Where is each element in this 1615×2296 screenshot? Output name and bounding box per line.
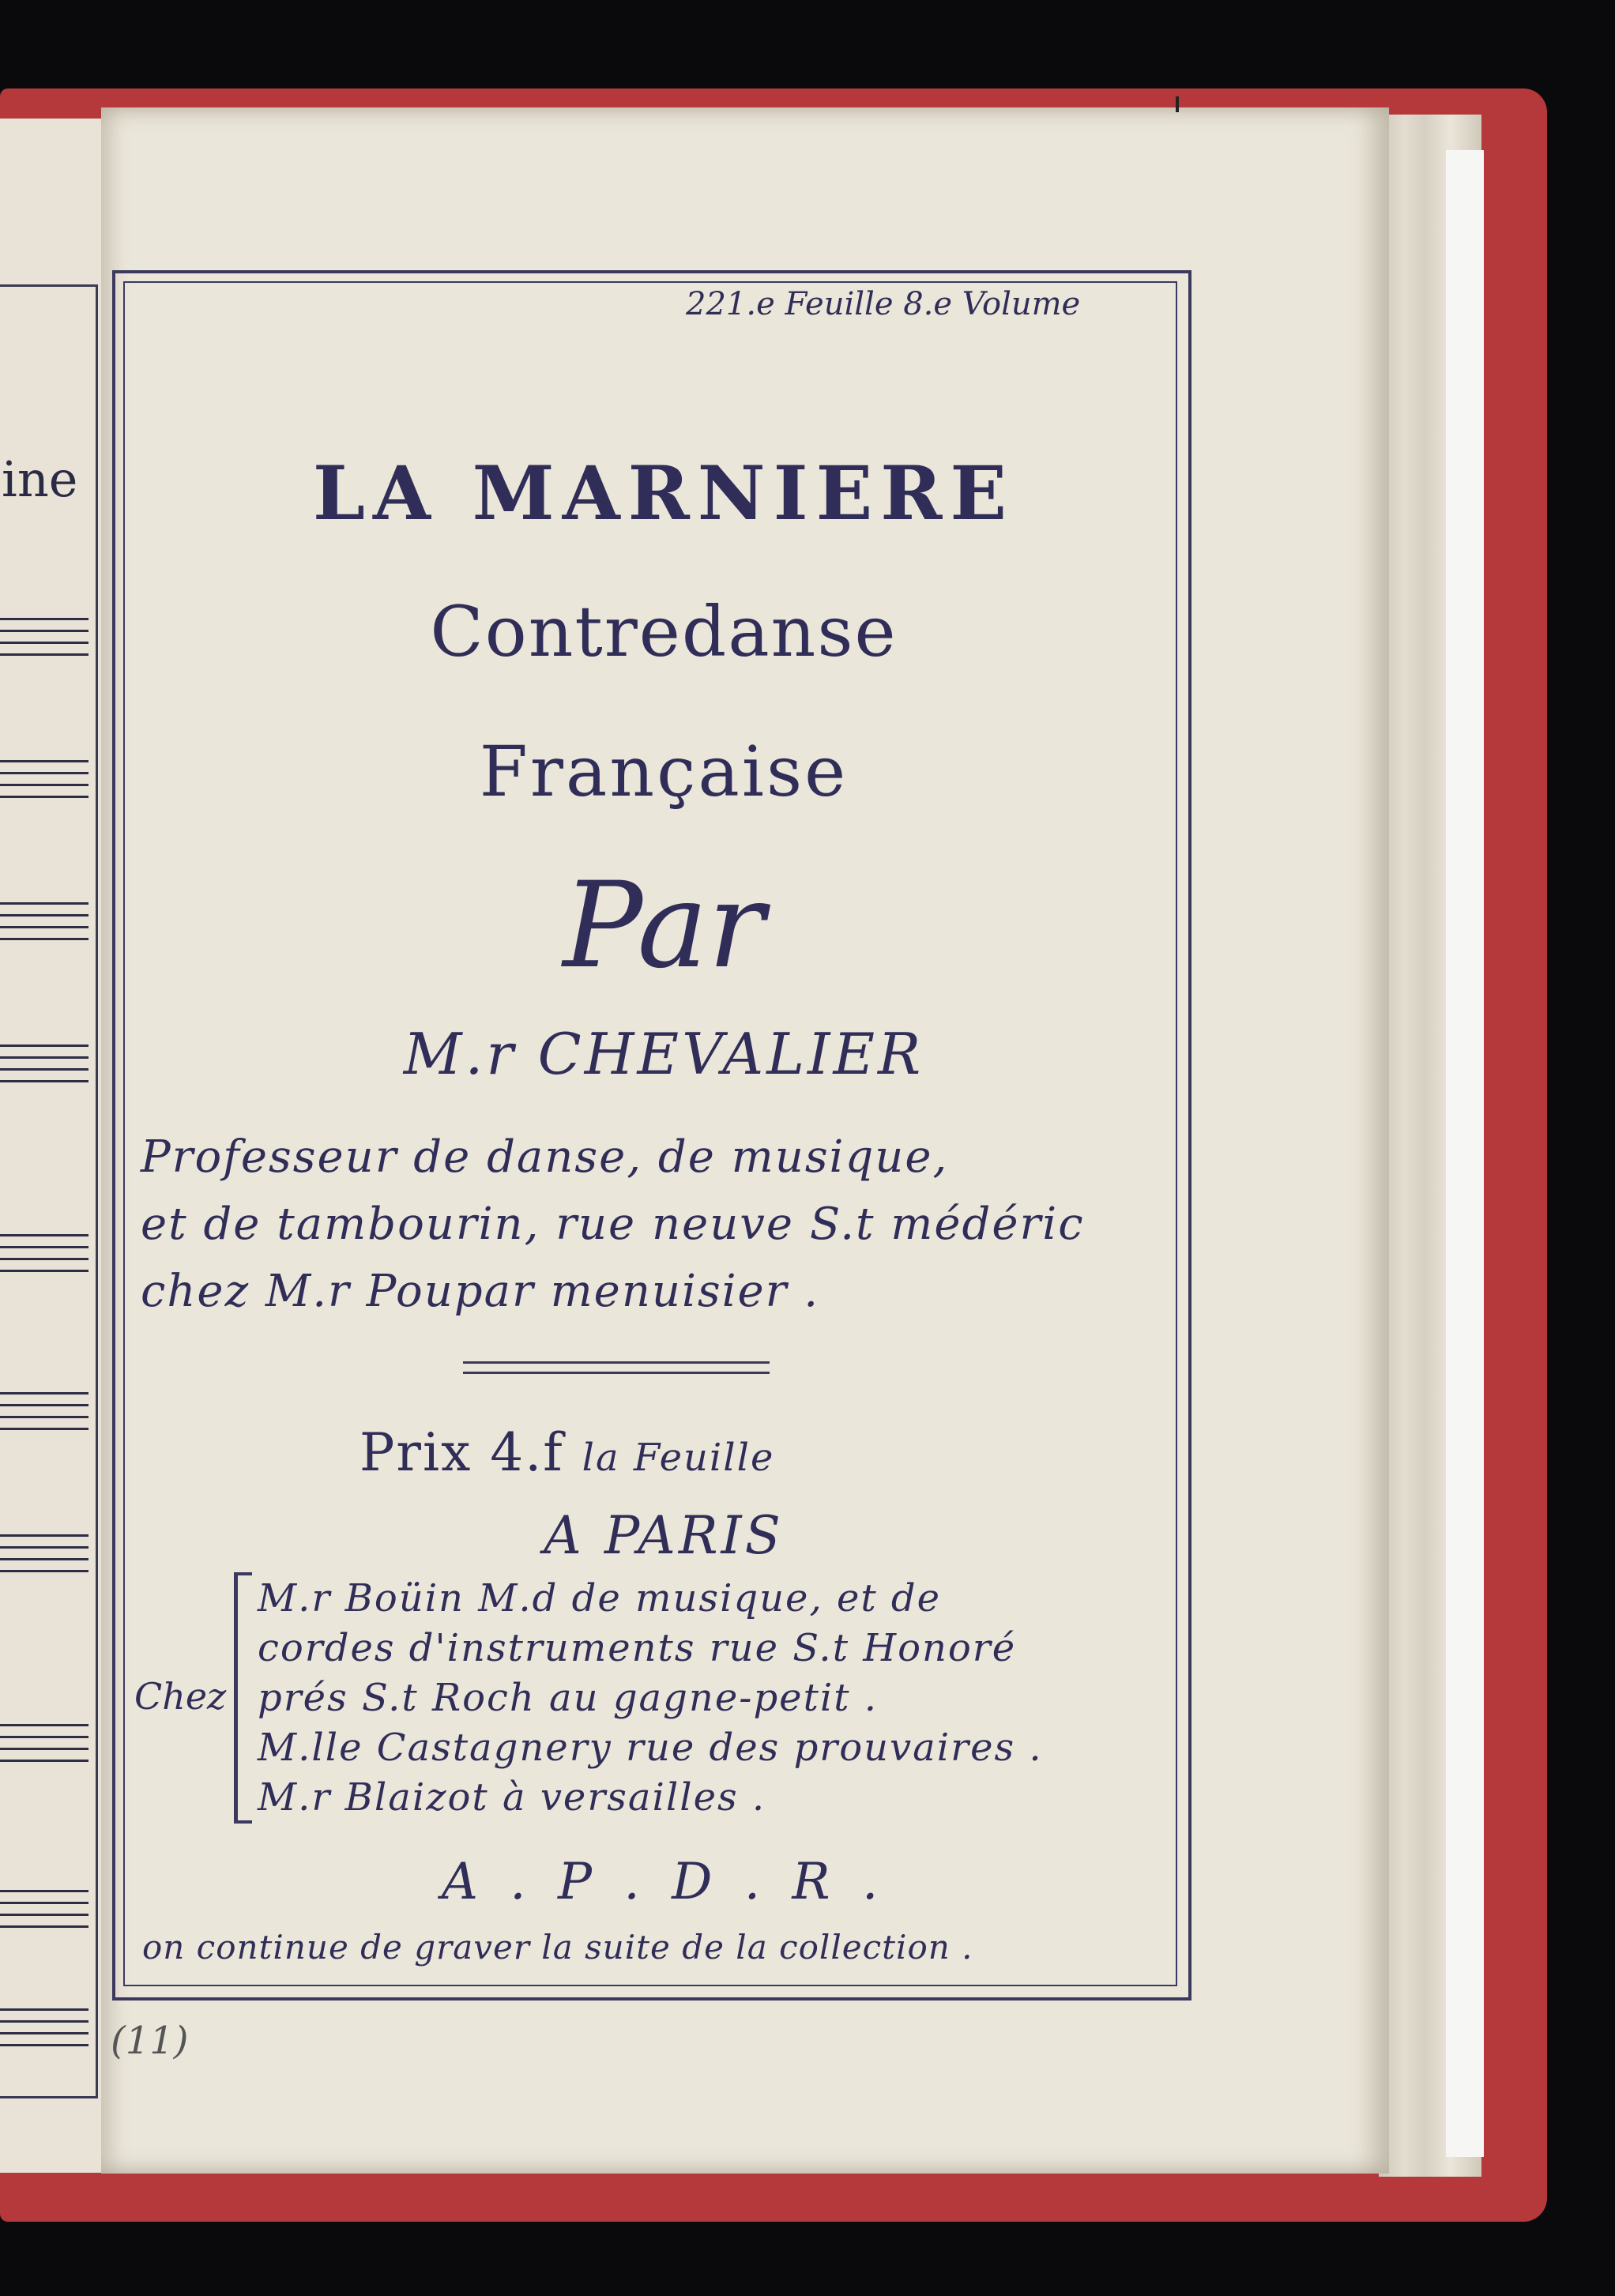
author-description-line: chez M.r Poupar menuisier . — [141, 1266, 820, 1317]
piece-subtitle-1: Contredanse — [430, 591, 898, 672]
publication-city: A PARIS — [544, 1505, 784, 1566]
music-staff — [0, 1880, 88, 1936]
author-name: M.r CHEVALIER — [403, 1021, 924, 1087]
left-page — [0, 119, 105, 2173]
left-page-frame — [0, 284, 98, 2098]
seller-line: M.r Blaizot à versailles . — [258, 1775, 766, 1820]
seller-line: cordes d'instruments rue S.t Honoré — [258, 1626, 1017, 1670]
ink-mark — [1176, 96, 1179, 112]
music-staff — [0, 1714, 88, 1770]
music-staff — [0, 1035, 88, 1090]
volume-header: 221.e Feuille 8.e Volume — [686, 286, 1081, 322]
price-label: Prix 4.f — [360, 1422, 564, 1483]
piece-subtitle-2: Française — [479, 731, 849, 812]
seller-line: M.r Boüin M.d de musique, et de — [258, 1576, 942, 1620]
author-description-line: et de tambourin, rue neuve S.t médéric — [141, 1199, 1085, 1250]
collection-footer: on continue de graver la suite de la collection . — [142, 1928, 973, 1967]
piece-title: LA MARNIERE — [312, 450, 1015, 537]
music-staff — [0, 608, 88, 664]
royal-privilege-mark: A . P . D . R . — [441, 1853, 887, 1911]
price-line — [360, 1422, 774, 1483]
double-rule-divider — [463, 1361, 770, 1374]
by-label: Par — [563, 857, 765, 995]
chez-label: Chez — [134, 1675, 227, 1718]
music-staff — [0, 1383, 88, 1438]
music-staff — [0, 1525, 88, 1580]
music-staff — [0, 1999, 88, 2054]
seller-line: prés S.t Roch au gagne-petit . — [258, 1676, 879, 1720]
inserted-sheet — [1446, 150, 1484, 2157]
price-unit: la Feuille — [582, 1436, 775, 1480]
music-staff — [0, 893, 88, 948]
seller-line: M.lle Castagnery rue des prouvaires . — [258, 1726, 1043, 1770]
music-staff — [0, 751, 88, 806]
page-number: (11) — [111, 2019, 189, 2063]
left-page-word: ine — [2, 450, 78, 508]
music-staff — [0, 1225, 88, 1280]
author-description-line: Professeur de danse, de musique, — [141, 1131, 949, 1183]
seller-bracket — [234, 1572, 252, 1824]
